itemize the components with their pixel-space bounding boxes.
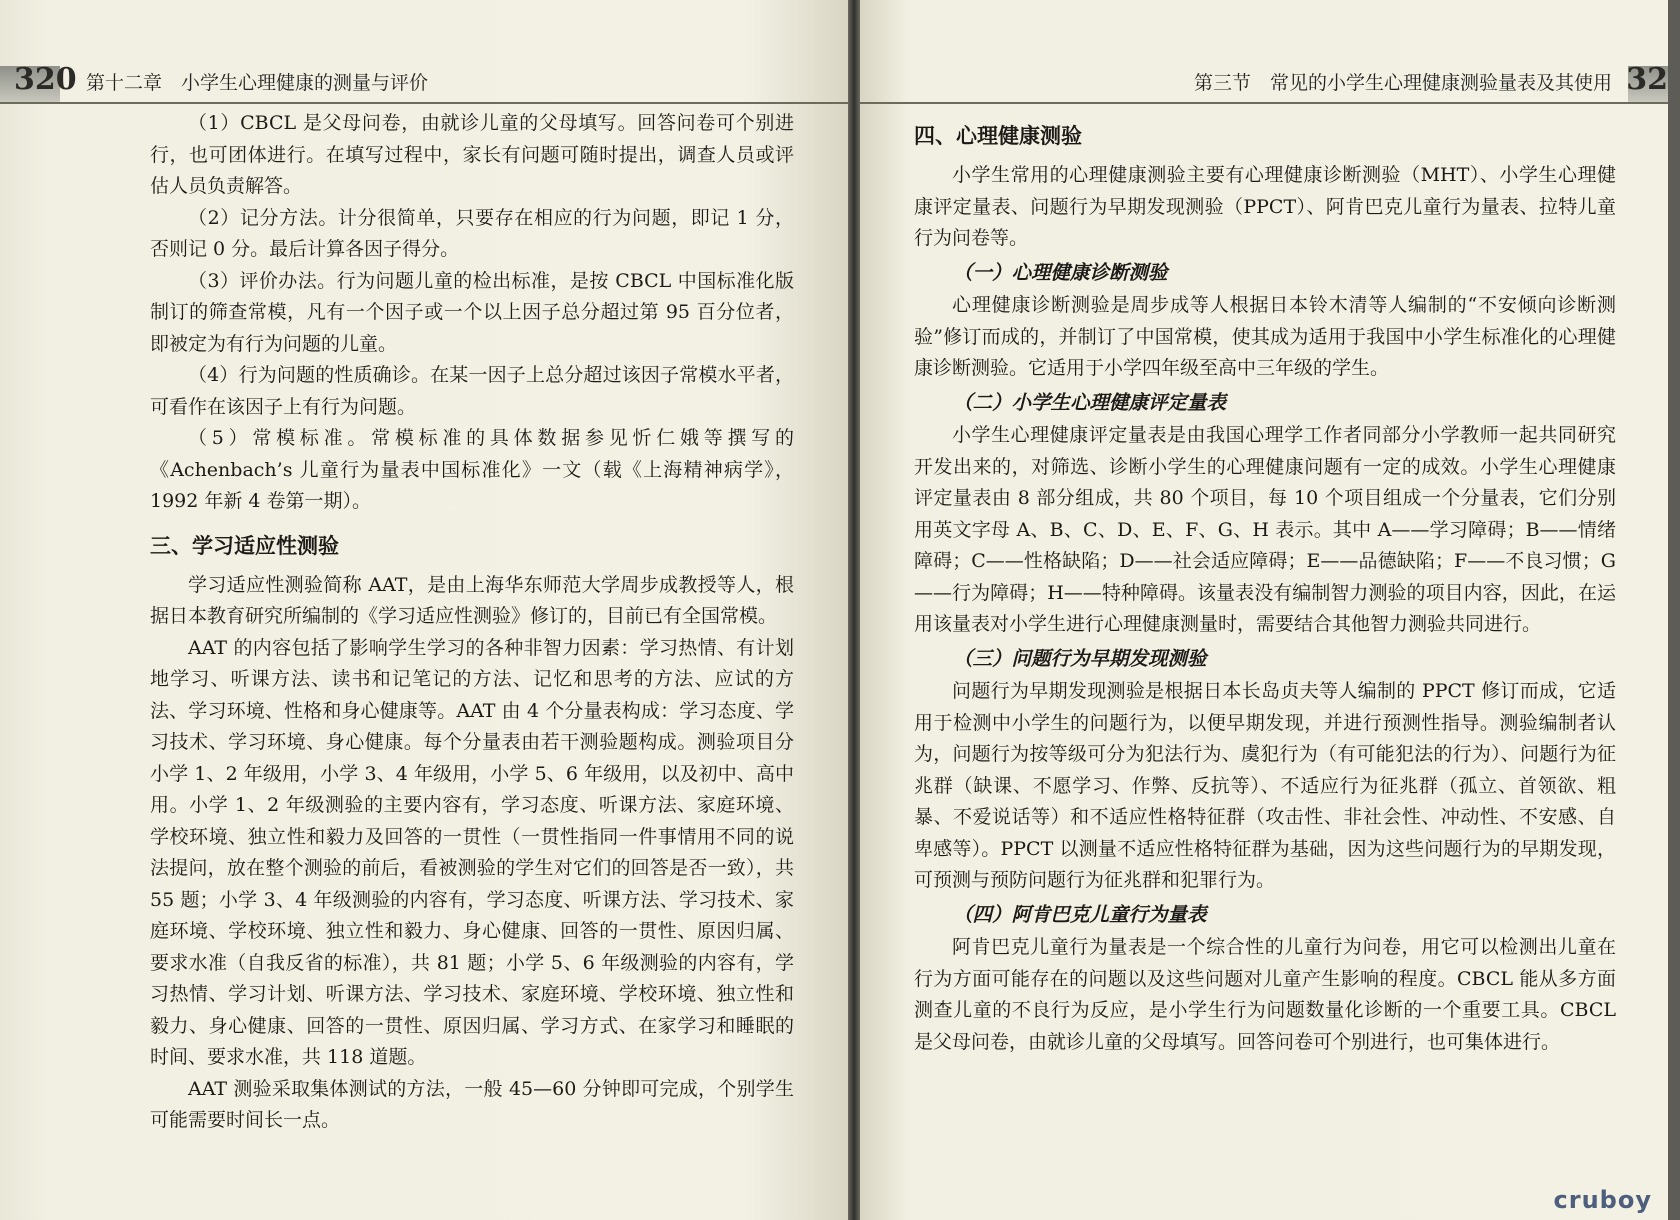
paragraph: （3）评价办法。行为问题儿童的检出标准，是按 CBCL 中国标准化版制订的筛查常模，凡有一个因子或一个以上因子总分超过第 95 百分位者，即被定为有行为问题的儿童。 (150, 269, 794, 355)
paragraph: 阿肯巴克儿童行为量表是一个综合性的儿童行为问卷，用它可以检测出儿童在行为方面可能存在的问题以及这些问题对儿童产生影响的程度。CBCL 能从多方面测查儿童的不良行为反应，是小学生行为问题数量化诊断的一个重要工具。CBCL 是父母问卷，由就诊儿童的父母填写。回答问卷可个别进行，也可集体进行。 (914, 936, 1616, 1053)
paragraph: （4）行为问题的性质确诊。在某一因子上总分超过该因子常模水平者，可看作在该因子上有行为问题。 (150, 364, 794, 418)
paragraph: （2）记分方法。计分很简单，只要存在相应的行为问题，即记 1 分，否则记 0 分。最后计算各因子得分。 (150, 206, 794, 260)
page-number: 320 (14, 62, 77, 97)
section-heading: 三、学习适应性测验 (150, 533, 339, 558)
left-header (0, 58, 848, 104)
paragraph: 小学生心理健康评定量表是由我国心理学工作者同部分小学教师一起共同研究开发出来的，对筛选、诊断小学生的心理健康问题有一定的成效。小学生心理健康评定量表由 8 部分组成，共 80 个项目，每 10 个项目组成一个分量表，它们分别用英文字母 A、B、C、D、E、F、G、H 表示。其中 A——学习障碍；B——情绪障碍；C——性格缺陷；D——社会适应障碍；E——品德缺陷；F——不良习惯；G——行为障碍；H——特种障碍。该量表没有编制智力测验的项目内容，因此，在运用该量表对小学生进行心理健康测量时，需要结合其他智力测验共同进行。 (914, 424, 1616, 635)
chapter-title: 第十二章 小学生心理健康的测量与评价 (86, 72, 429, 94)
paragraph: AAT 测验采取集体测试的方法，一般 45—60 分钟即可完成，个别学生可能需要时间长一点。 (150, 1077, 794, 1131)
subsection-heading: （四）阿肯巴克儿童行为量表 (953, 902, 1207, 926)
paragraph: AAT 的内容包括了影响学生学习的各种非智力因素：学习热情、有计划地学习、听课方法、读书和记笔记的方法、记忆和思考的方法、应试的方法、学习环境、性格和身心健康等。AAT 由 4 个分量表构成：学习态度、学习技术、学习环境、身心健康。每个分量表由若干测验题构成。测验项目分小学 1、2 年级用，小学 3、4 年级用，小学 5、6 年级用，以及初中、高中用。小学 1、2 年级测验的主要内容有，学习态度、听课方法、家庭环境、学校环境、独立性和毅力及回答的一贯性（一贯性指同一件事情用不同的说法提问，放在整个测验的前后，看被测验的学生对它们的回答是否一致），共 55 题；小学 3、4 年级测验的内容有，学习态度、听课方法、学习技术、家庭环境、学校环境、独立性和毅力、身心健康、回答的一贯性、原因归属、要求水准（自我反省的标准），共 81 题；小学 5、6 年级测验的内容有，学习热情、学习计划、听课方法、学习技术、家庭环境、学校环境、独立性和毅力、身心健康、回答的一贯性、原因归属、学习方式、在家学习和睡眠的时间、要求水准，共 118 道题。 (150, 636, 794, 1068)
page-number: 32 (1626, 62, 1668, 97)
subsection-heading: （三）问题行为早期发现测验 (953, 646, 1207, 670)
paragraph: （5）常模标准。常模标准的具体数据参见忻仁娥等撰写的《Achenbach’s 儿童行为量表中国标准化》一文（载《上海精神病学》，1992 年新 4 卷第一期）。 (150, 427, 794, 512)
section-title: 第三节 常见的小学生心理健康测验量表及其使用 (1193, 72, 1612, 94)
right-header (860, 58, 1668, 104)
subsection-heading: （二）小学生心理健康评定量表 (953, 390, 1227, 414)
book-spine (848, 0, 860, 1220)
watermark: cruboy (1553, 1186, 1652, 1214)
paragraph: 学习适应性测验简称 AAT，是由上海华东师范大学周步成教授等人，根据日本教育研究所编制的《学习适应性测验》修订的，目前已有全国常模。 (150, 573, 794, 627)
subsection-heading: （一）心理健康诊断测验 (953, 260, 1168, 284)
paragraph: （1）CBCL 是父母问卷，由就诊儿童的父母填写。回答问卷可个别进行，也可团体进行。在填写过程中，家长有问题可随时提出，调查人员或评估人员负责解答。 (150, 112, 794, 197)
right-content (914, 108, 1616, 1058)
paragraph: 心理健康诊断测验是周步成等人根据日本铃木清等人编制的“不安倾向诊断测验”修订而成的，并制订了中国常模，使其成为适用于我国中小学生标准化的心理健康诊断测验。它适用于小学四年级至高中三年级的学生。 (914, 294, 1616, 379)
right-edge (1668, 0, 1680, 1220)
paragraph: 问题行为早期发现测验是根据日本长岛贞夫等人编制的 PPCT 修订而成，它适用于检测中小学生的问题行为，以便早期发现，并进行预测性指导。测验编制者认为，问题行为按等级可分为犯法行为、虞犯行为（有可能犯法的行为）、问题行为征兆群（缺课、不愿学习、作弊、反抗等）、不适应行为征兆群（孤立、首领欲、粗暴、不爱说话等）和不适应性格特征群（攻击性、非社会性、冲动性、不安感、自卑感等）。PPCT 以测量不适应性格特征群为基础，因为这些问题行为的早期发现，可预测与预防问题行为征兆群和犯罪行为。 (914, 680, 1616, 891)
left-content (150, 108, 794, 1137)
section-heading: 四、心理健康测验 (914, 124, 1082, 148)
paragraph: 小学生常用的心理健康测验主要有心理健康诊断测验（MHT）、小学生心理健康评定量表、问题行为早期发现测验（PPCT）、阿肯巴克儿童行为量表、拉特儿童行为问卷等。 (914, 164, 1616, 249)
right-page (860, 0, 1668, 1220)
